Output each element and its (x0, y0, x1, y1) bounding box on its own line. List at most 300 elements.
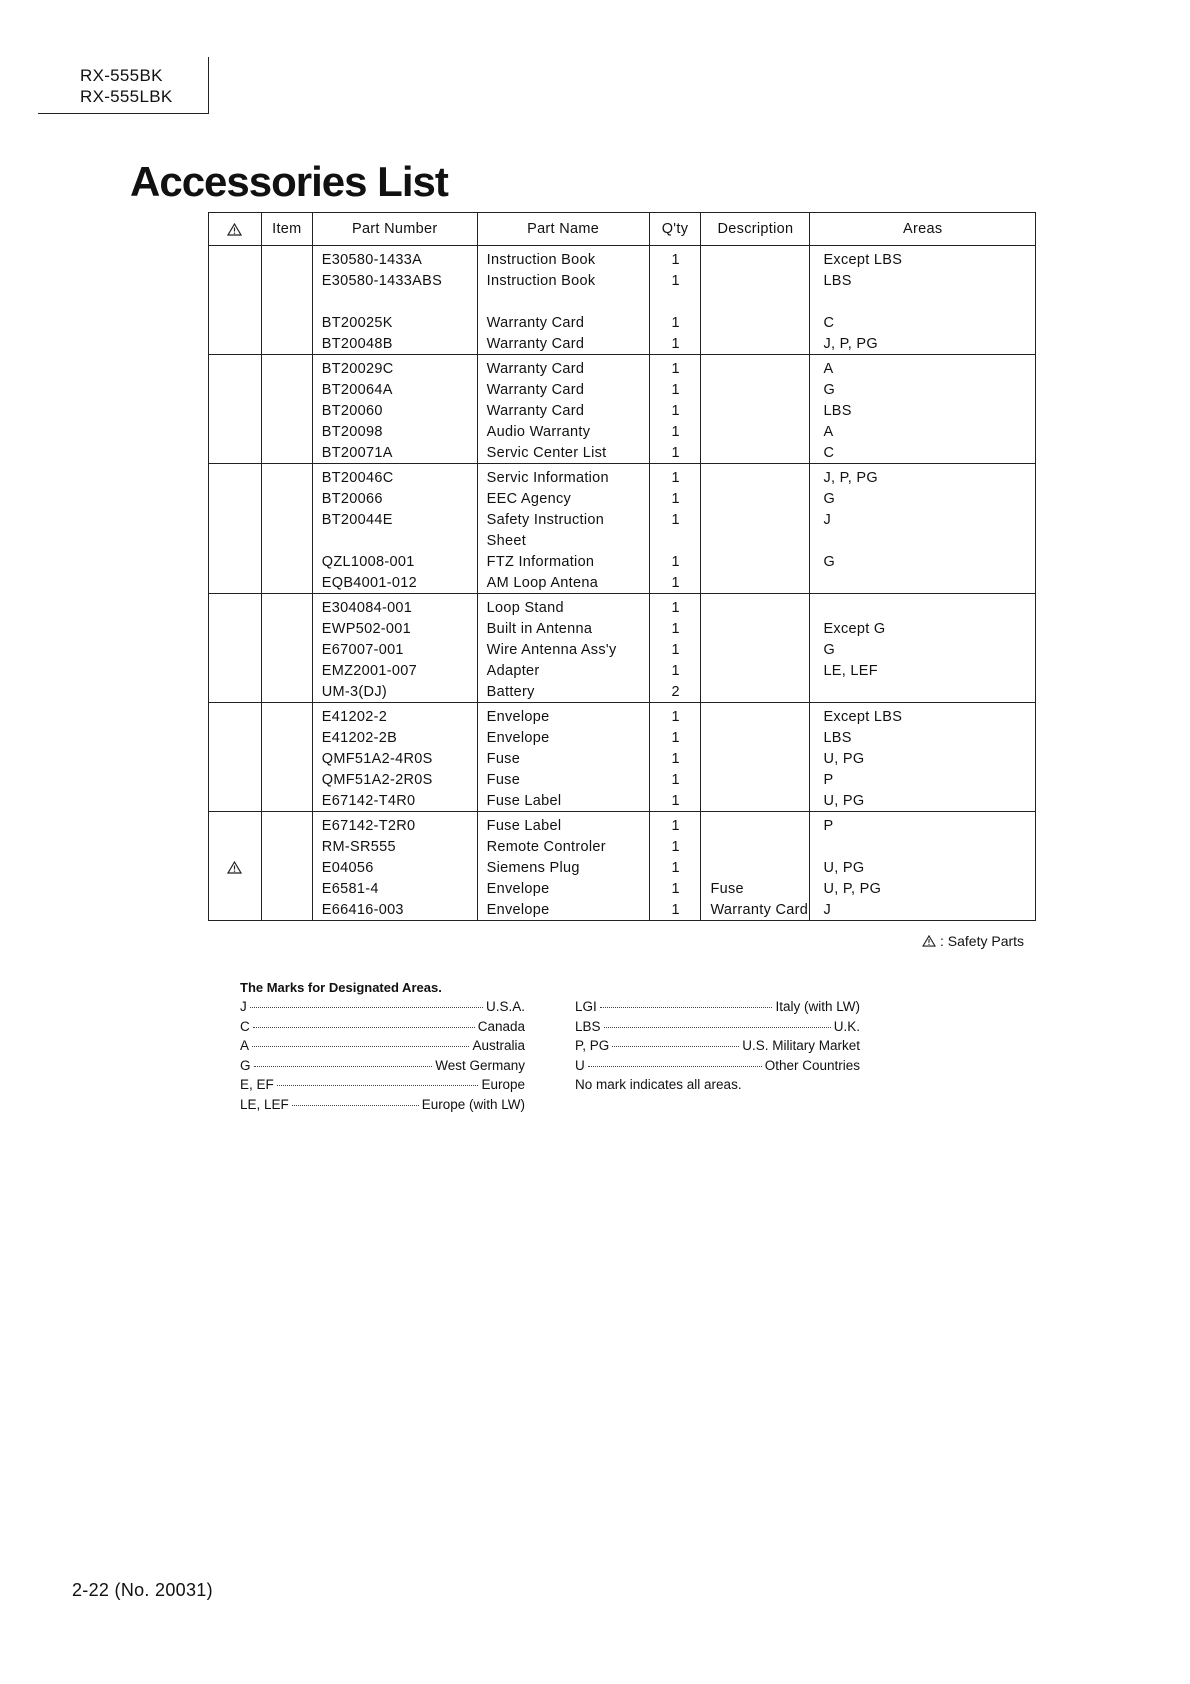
cell-item (261, 572, 312, 594)
cell-safety-mark (209, 727, 262, 748)
cell-item (261, 878, 312, 899)
area-name: Australia (472, 1038, 525, 1053)
cell-part-number: E04056 (312, 857, 477, 878)
cell-safety-mark (209, 703, 262, 728)
area-code: C (240, 1018, 250, 1034)
cell-safety-mark (209, 312, 262, 333)
cell-item (261, 703, 312, 728)
cell-description (701, 291, 810, 312)
area-code: P, PG (575, 1038, 610, 1053)
cell-description (701, 836, 810, 857)
cell-description: Warranty Card (701, 899, 810, 921)
cell-description (701, 355, 810, 380)
table-group (209, 703, 1036, 812)
table-group (209, 464, 1036, 594)
cell-part-number: E41202-2 (312, 703, 477, 728)
cell-areas: LE, LEF (810, 660, 1036, 681)
cell-item (261, 748, 312, 769)
cell-part-name: Warranty Card (477, 379, 649, 400)
cell-qty: 1 (649, 355, 701, 380)
dot-leader (252, 1046, 469, 1047)
cell-qty (649, 530, 701, 551)
cell-part-name: Servic Center List (477, 442, 649, 464)
cell-description (701, 857, 810, 878)
page-footer: 2-22 (No. 20031) (72, 1580, 213, 1600)
cell-part-number: BT20071A (312, 442, 477, 464)
table-row (209, 660, 1036, 681)
cell-safety-mark (209, 551, 262, 572)
dot-leader (277, 1085, 479, 1086)
cell-qty: 1 (649, 748, 701, 769)
dot-leader (588, 1066, 762, 1067)
cell-item (261, 899, 312, 921)
cell-part-number (312, 530, 477, 551)
cell-part-number: RM-SR555 (312, 836, 477, 857)
cell-part-number: E67007-001 (312, 639, 477, 660)
table-row (209, 442, 1036, 464)
cell-safety-mark (209, 899, 262, 921)
cell-description (701, 530, 810, 551)
cell-safety-mark (209, 530, 262, 551)
cell-part-number: EMZ2001-007 (312, 660, 477, 681)
cell-qty (649, 291, 701, 312)
cell-part-name: Warranty Card (477, 355, 649, 380)
cell-qty: 1 (649, 660, 701, 681)
cell-areas: P (810, 812, 1036, 837)
cell-safety-mark (209, 355, 262, 380)
cell-areas: J, P, PG (810, 333, 1036, 355)
cell-part-name: AM Loop Antena (477, 572, 649, 594)
table-row (209, 312, 1036, 333)
cell-qty: 2 (649, 681, 701, 703)
area-name: Europe (with LW) (421, 1096, 525, 1112)
cell-item (261, 681, 312, 703)
cell-safety-mark (209, 812, 262, 837)
safety-warning-icon (922, 935, 936, 947)
cell-part-name: Warranty Card (477, 312, 649, 333)
header-qty: Q'ty (649, 213, 701, 246)
cell-description (701, 333, 810, 355)
cell-areas (810, 530, 1036, 551)
cell-part-name: Battery (477, 681, 649, 703)
cell-areas (810, 836, 1036, 857)
cell-part-name: Warranty Card (477, 400, 649, 421)
cell-description (701, 618, 810, 639)
cell-areas (810, 681, 1036, 703)
cell-part-number: QMF51A2-2R0S (312, 769, 477, 790)
cell-part-number: E304084-001 (312, 594, 477, 619)
cell-part-number: BT20064A (312, 379, 477, 400)
area-mark-row (575, 1019, 860, 1039)
table-row (209, 899, 1036, 921)
cell-description (701, 703, 810, 728)
cell-part-number: E41202-2B (312, 727, 477, 748)
cell-description (701, 790, 810, 812)
area-mark-row (575, 999, 860, 1019)
cell-qty: 1 (649, 639, 701, 660)
cell-areas: Except LBS (810, 703, 1036, 728)
cell-qty: 1 (649, 312, 701, 333)
cell-part-number: BT20060 (312, 400, 477, 421)
area-mark-row (240, 1097, 525, 1117)
cell-part-name: Fuse (477, 748, 649, 769)
cell-item (261, 857, 312, 878)
cell-safety-mark (209, 246, 262, 271)
cell-description (701, 660, 810, 681)
cell-item (261, 246, 312, 271)
cell-part-number: QZL1008-001 (312, 551, 477, 572)
no-mark-note: No mark indicates all areas. (575, 1077, 742, 1092)
area-code: J (240, 999, 247, 1014)
cell-item (261, 270, 312, 291)
cell-part-name: Envelope (477, 727, 649, 748)
cell-areas: LBS (810, 400, 1036, 421)
table-row (209, 594, 1036, 619)
table-row (209, 270, 1036, 291)
cell-item (261, 400, 312, 421)
cell-areas: A (810, 355, 1036, 380)
dot-leader (254, 1066, 433, 1067)
cell-item (261, 530, 312, 551)
cell-areas: J, P, PG (810, 464, 1036, 489)
table-row (209, 379, 1036, 400)
cell-qty: 1 (649, 790, 701, 812)
table-row (209, 572, 1036, 594)
cell-description (701, 246, 810, 271)
cell-part-name (477, 291, 649, 312)
table-row (209, 812, 1036, 837)
cell-item (261, 312, 312, 333)
cell-description (701, 572, 810, 594)
area-mark-row (575, 1058, 860, 1078)
cell-areas: C (810, 442, 1036, 464)
cell-safety-mark (209, 333, 262, 355)
header-item: Item (261, 213, 312, 246)
cell-part-name: Envelope (477, 899, 649, 921)
cell-qty: 1 (649, 488, 701, 509)
cell-safety-mark (209, 639, 262, 660)
cell-part-number: E30580-1433ABS (312, 270, 477, 291)
area-name: Canada (477, 1018, 525, 1034)
marks-left-column (240, 999, 525, 1116)
cell-safety-mark (209, 488, 262, 509)
dot-leader (612, 1046, 739, 1047)
area-code: LBS (575, 1018, 601, 1034)
cell-item (261, 769, 312, 790)
cell-part-name: Instruction Book (477, 246, 649, 271)
cell-description (701, 488, 810, 509)
cell-item (261, 421, 312, 442)
table-row (209, 530, 1036, 551)
cell-qty: 1 (649, 509, 701, 530)
table-row (209, 355, 1036, 380)
cell-part-number: BT20046C (312, 464, 477, 489)
safety-parts-note (922, 933, 1024, 949)
cell-qty: 1 (649, 333, 701, 355)
cell-part-name: Fuse (477, 769, 649, 790)
safety-parts-label: : Safety Parts (940, 933, 1025, 949)
cell-areas (810, 291, 1036, 312)
cell-qty: 1 (649, 379, 701, 400)
table-row (209, 727, 1036, 748)
table-row (209, 488, 1036, 509)
cell-part-name: EEC Agency (477, 488, 649, 509)
cell-qty: 1 (649, 727, 701, 748)
cell-item (261, 836, 312, 857)
page-title: Accessories List (130, 158, 448, 205)
cell-description (701, 727, 810, 748)
area-mark-row (240, 1019, 525, 1039)
cell-part-name: Safety Instruction (477, 509, 649, 530)
area-name: Europe (481, 1077, 525, 1092)
cell-areas: G (810, 639, 1036, 660)
area-code: LE, LEF (240, 1096, 289, 1112)
cell-item (261, 727, 312, 748)
cell-part-name: Warranty Card (477, 333, 649, 355)
cell-areas: U, PG (810, 857, 1036, 878)
cell-description: Fuse (701, 878, 810, 899)
cell-description (701, 421, 810, 442)
area-mark-row (575, 1038, 860, 1058)
cell-safety-mark (209, 769, 262, 790)
cell-safety-mark (209, 836, 262, 857)
table-row (209, 748, 1036, 769)
cell-part-number: EQB4001-012 (312, 572, 477, 594)
area-mark-row (240, 1038, 525, 1058)
area-code: U (575, 1057, 585, 1073)
cell-safety-mark (209, 857, 262, 878)
area-name: Italy (with LW) (775, 999, 860, 1014)
header-safety-mark (209, 213, 262, 246)
area-name: Other Countries (764, 1057, 860, 1073)
cell-areas: P (810, 769, 1036, 790)
cell-qty: 1 (649, 442, 701, 464)
table-row (209, 857, 1036, 878)
cell-part-number: E6581-4 (312, 878, 477, 899)
cell-part-name: Built in Antenna (477, 618, 649, 639)
cell-qty: 1 (649, 270, 701, 291)
table-row (209, 618, 1036, 639)
cell-qty: 1 (649, 551, 701, 572)
cell-part-name: Siemens Plug (477, 857, 649, 878)
cell-safety-mark (209, 464, 262, 489)
cell-item (261, 790, 312, 812)
cell-part-name: Instruction Book (477, 270, 649, 291)
header-description: Description (701, 213, 810, 246)
area-mark-row (240, 1058, 525, 1078)
area-code: G (240, 1057, 251, 1073)
cell-part-number: BT20044E (312, 509, 477, 530)
cell-qty: 1 (649, 812, 701, 837)
table-row (209, 421, 1036, 442)
cell-item (261, 660, 312, 681)
cell-description (701, 681, 810, 703)
table-row (209, 878, 1036, 899)
marks-title: The Marks for Designated Areas. (240, 980, 442, 995)
cell-item (261, 464, 312, 489)
cell-qty: 1 (649, 857, 701, 878)
cell-qty: 1 (649, 703, 701, 728)
model-number-box (38, 57, 209, 114)
cell-safety-mark (209, 379, 262, 400)
area-mark-row (240, 1077, 525, 1097)
cell-item (261, 379, 312, 400)
cell-part-number: E66416-003 (312, 899, 477, 921)
table-row (209, 703, 1036, 728)
cell-qty: 1 (649, 464, 701, 489)
cell-safety-mark (209, 790, 262, 812)
table-row (209, 790, 1036, 812)
cell-part-name: Remote Controler (477, 836, 649, 857)
model-number-2: RX-555LBK (80, 87, 173, 106)
cell-areas: J (810, 899, 1036, 921)
cell-areas: G (810, 379, 1036, 400)
cell-item (261, 333, 312, 355)
cell-part-number: E67142-T4R0 (312, 790, 477, 812)
table-row (209, 464, 1036, 489)
cell-part-number: UM-3(DJ) (312, 681, 477, 703)
cell-part-number: BT20098 (312, 421, 477, 442)
cell-description (701, 748, 810, 769)
cell-description (701, 551, 810, 572)
cell-qty: 1 (649, 246, 701, 271)
cell-qty: 1 (649, 572, 701, 594)
table-row (209, 333, 1036, 355)
table-group (209, 594, 1036, 703)
table-row (209, 246, 1036, 271)
area-name: U.S. Military Market (742, 1038, 860, 1053)
cell-description (701, 639, 810, 660)
cell-description (701, 379, 810, 400)
cell-description (701, 442, 810, 464)
cell-part-name: Sheet (477, 530, 649, 551)
cell-safety-mark (209, 291, 262, 312)
cell-part-name: Wire Antenna Ass'y (477, 639, 649, 660)
cell-areas (810, 572, 1036, 594)
designated-area-marks (240, 980, 860, 1116)
cell-areas: A (810, 421, 1036, 442)
table-header (209, 213, 1036, 246)
cell-safety-mark (209, 400, 262, 421)
marks-right-column (575, 999, 860, 1116)
cell-safety-mark (209, 660, 262, 681)
cell-safety-mark (209, 594, 262, 619)
header-areas: Areas (810, 213, 1036, 246)
cell-item (261, 355, 312, 380)
area-code: E, EF (240, 1077, 274, 1092)
cell-qty: 1 (649, 594, 701, 619)
model-number-1: RX-555BK (80, 66, 163, 85)
header-part-name: Part Name (477, 213, 649, 246)
cell-part-name: Audio Warranty (477, 421, 649, 442)
cell-part-name: Fuse Label (477, 790, 649, 812)
table-row (209, 836, 1036, 857)
area-code: A (240, 1038, 250, 1053)
cell-qty: 1 (649, 421, 701, 442)
cell-areas (810, 594, 1036, 619)
cell-qty: 1 (649, 769, 701, 790)
cell-part-number: BT20048B (312, 333, 477, 355)
area-name: West Germany (435, 1057, 525, 1073)
table-row (209, 769, 1036, 790)
cell-description (701, 812, 810, 837)
cell-areas: G (810, 488, 1036, 509)
cell-safety-mark (209, 681, 262, 703)
cell-areas: G (810, 551, 1036, 572)
cell-description (701, 400, 810, 421)
cell-areas: U, PG (810, 790, 1036, 812)
cell-areas: U, PG (810, 748, 1036, 769)
dot-leader (253, 1027, 475, 1028)
cell-qty: 1 (649, 400, 701, 421)
table-group (209, 812, 1036, 921)
cell-part-number: EWP502-001 (312, 618, 477, 639)
cell-part-number: E30580-1433A (312, 246, 477, 271)
area-name: U.S.A. (485, 999, 525, 1014)
cell-part-name: Envelope (477, 703, 649, 728)
cell-description (701, 594, 810, 619)
cell-part-name: FTZ Information (477, 551, 649, 572)
table-row (209, 291, 1036, 312)
cell-part-name: Fuse Label (477, 812, 649, 837)
cell-part-number: BT20066 (312, 488, 477, 509)
cell-item (261, 291, 312, 312)
table-row (209, 551, 1036, 572)
table-group (209, 246, 1036, 355)
safety-warning-icon (227, 861, 242, 874)
cell-part-name: Envelope (477, 878, 649, 899)
cell-part-number (312, 291, 477, 312)
dot-leader (604, 1027, 831, 1028)
cell-areas: LBS (810, 270, 1036, 291)
cell-item (261, 442, 312, 464)
cell-qty: 1 (649, 878, 701, 899)
accessories-table (208, 212, 1036, 921)
table-row (209, 681, 1036, 703)
cell-part-name: Loop Stand (477, 594, 649, 619)
cell-qty: 1 (649, 836, 701, 857)
cell-safety-mark (209, 878, 262, 899)
cell-areas: Except LBS (810, 246, 1036, 271)
dot-leader (250, 1007, 483, 1008)
cell-areas: J (810, 509, 1036, 530)
dot-leader (600, 1007, 773, 1008)
cell-description (701, 312, 810, 333)
cell-item (261, 551, 312, 572)
cell-areas: C (810, 312, 1036, 333)
cell-safety-mark (209, 270, 262, 291)
cell-item (261, 488, 312, 509)
table-row (209, 400, 1036, 421)
cell-qty: 1 (649, 618, 701, 639)
cell-part-number: BT20025K (312, 312, 477, 333)
cell-areas: Except G (810, 618, 1036, 639)
cell-safety-mark (209, 442, 262, 464)
cell-areas: LBS (810, 727, 1036, 748)
cell-safety-mark (209, 509, 262, 530)
cell-item (261, 639, 312, 660)
area-name: U.K. (833, 1018, 860, 1034)
table-row (209, 639, 1036, 660)
cell-areas: U, P, PG (810, 878, 1036, 899)
cell-safety-mark (209, 618, 262, 639)
cell-safety-mark (209, 421, 262, 442)
table-group (209, 355, 1036, 464)
cell-part-number: QMF51A2-4R0S (312, 748, 477, 769)
cell-item (261, 594, 312, 619)
table-row (209, 509, 1036, 530)
cell-description (701, 270, 810, 291)
